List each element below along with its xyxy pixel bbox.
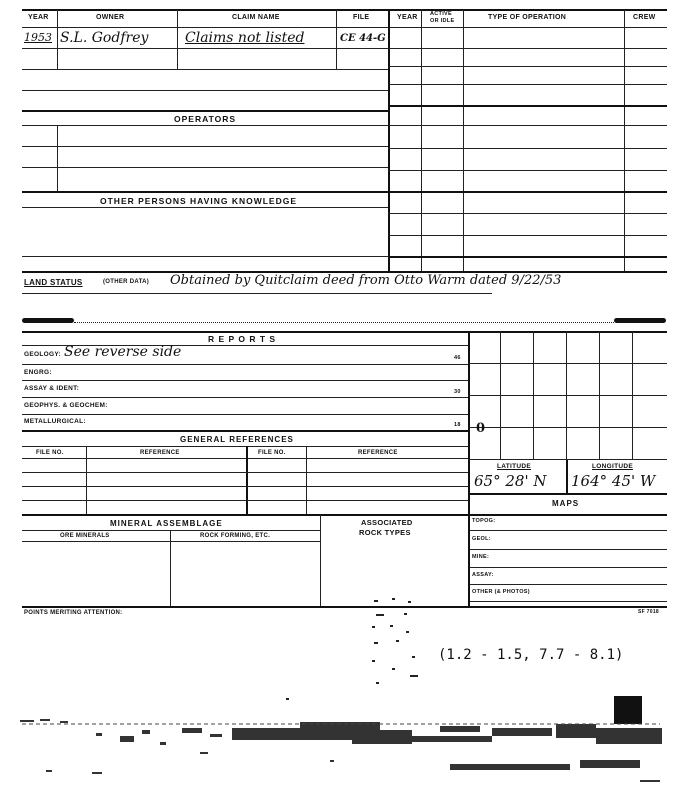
ops-active-header-2: OR IDLE <box>430 18 455 24</box>
claim-name-value: Claims not listed <box>185 30 305 46</box>
assoc-rock-title-2: ROCK TYPES <box>359 528 411 537</box>
claim-year-value: 1953 <box>24 31 52 44</box>
operators-title: OPERATORS <box>174 114 237 124</box>
claim-owner-value: S.L. Godfrey <box>60 30 149 46</box>
rock-forming-header: ROCK FORMING, ETC. <box>200 533 271 539</box>
general-references-title: GENERAL REFERENCES <box>180 435 294 444</box>
maps-title: MAPS <box>552 499 580 508</box>
reports-metallurgical-no: 18 <box>454 422 461 428</box>
other-persons-title: OTHER PERSONS HAVING KNOWLEDGE <box>100 196 298 206</box>
maps-mine-label: MINE: <box>472 554 490 560</box>
ops-active-header-1: ACTIVE <box>430 11 452 17</box>
land-status-sub: (OTHER DATA) <box>103 279 150 285</box>
reports-assay-no: 30 <box>454 389 461 395</box>
assoc-rock-title-1: ASSOCIATED <box>361 518 413 527</box>
claims-owner-header: OWNER <box>96 14 125 21</box>
land-status-value: Obtained by Quitclaim deed from Otto Warm dated 9/22/53 <box>170 273 562 288</box>
points-label: POINTS MERITING ATTENTION: <box>24 610 123 616</box>
reports-metallurgical-label: METALLURGICAL: <box>24 418 86 425</box>
ref-file-no-header-1: FILE NO. <box>36 450 64 456</box>
claims-file-header: FILE <box>353 14 370 21</box>
latitude-value: 65° 28' N <box>474 472 547 490</box>
points-note: (1.2 - 1.5, 7.7 - 8.1) <box>438 647 624 663</box>
ops-crew-header: CREW <box>633 14 656 21</box>
longitude-label: LONGITUDE <box>592 463 633 470</box>
ore-minerals-header: ORE MINERALS <box>60 533 110 539</box>
ref-reference-header-1: REFERENCE <box>140 450 180 456</box>
grid-mark: 0 <box>476 421 486 436</box>
ref-reference-header-2: REFERENCE <box>358 450 398 456</box>
ops-type-header: TYPE OF OPERATION <box>488 14 567 21</box>
maps-geol-label: GEOL: <box>472 536 491 542</box>
reports-engrg-label: ENGRG: <box>24 369 52 376</box>
maps-topog-label: TOPOG: <box>472 518 496 524</box>
reports-title: R E P O R T S <box>208 334 277 344</box>
land-status-label: LAND STATUS <box>24 278 83 287</box>
maps-other-label: OTHER (& PHOTOS) <box>472 589 530 595</box>
claims-name-header: CLAIM NAME <box>232 14 280 21</box>
card-top-mark-right <box>614 318 666 323</box>
ops-year-header: YEAR <box>397 14 418 21</box>
maps-assay-label: ASSAY: <box>472 572 494 578</box>
reports-geophys-label: GEOPHYS. & GEOCHEM: <box>24 402 108 409</box>
claim-file-value: CE 44-G <box>340 33 386 44</box>
reports-geology-value: See reverse side <box>64 344 182 360</box>
form-number: SF 7018 <box>638 609 660 615</box>
reports-geology-label: GEOLOGY: <box>24 351 61 358</box>
card-top-mark-left <box>22 318 74 323</box>
mineral-title: MINERAL ASSEMBLAGE <box>110 519 223 528</box>
latitude-label: LATITUDE <box>497 463 532 470</box>
claims-year-header: YEAR <box>28 14 49 21</box>
ref-file-no-header-2: FILE NO. <box>258 450 286 456</box>
reports-assay-label: ASSAY & IDENT: <box>24 385 80 392</box>
longitude-value: 164° 45' W <box>571 472 656 490</box>
reports-geology-no: 46 <box>454 355 461 361</box>
